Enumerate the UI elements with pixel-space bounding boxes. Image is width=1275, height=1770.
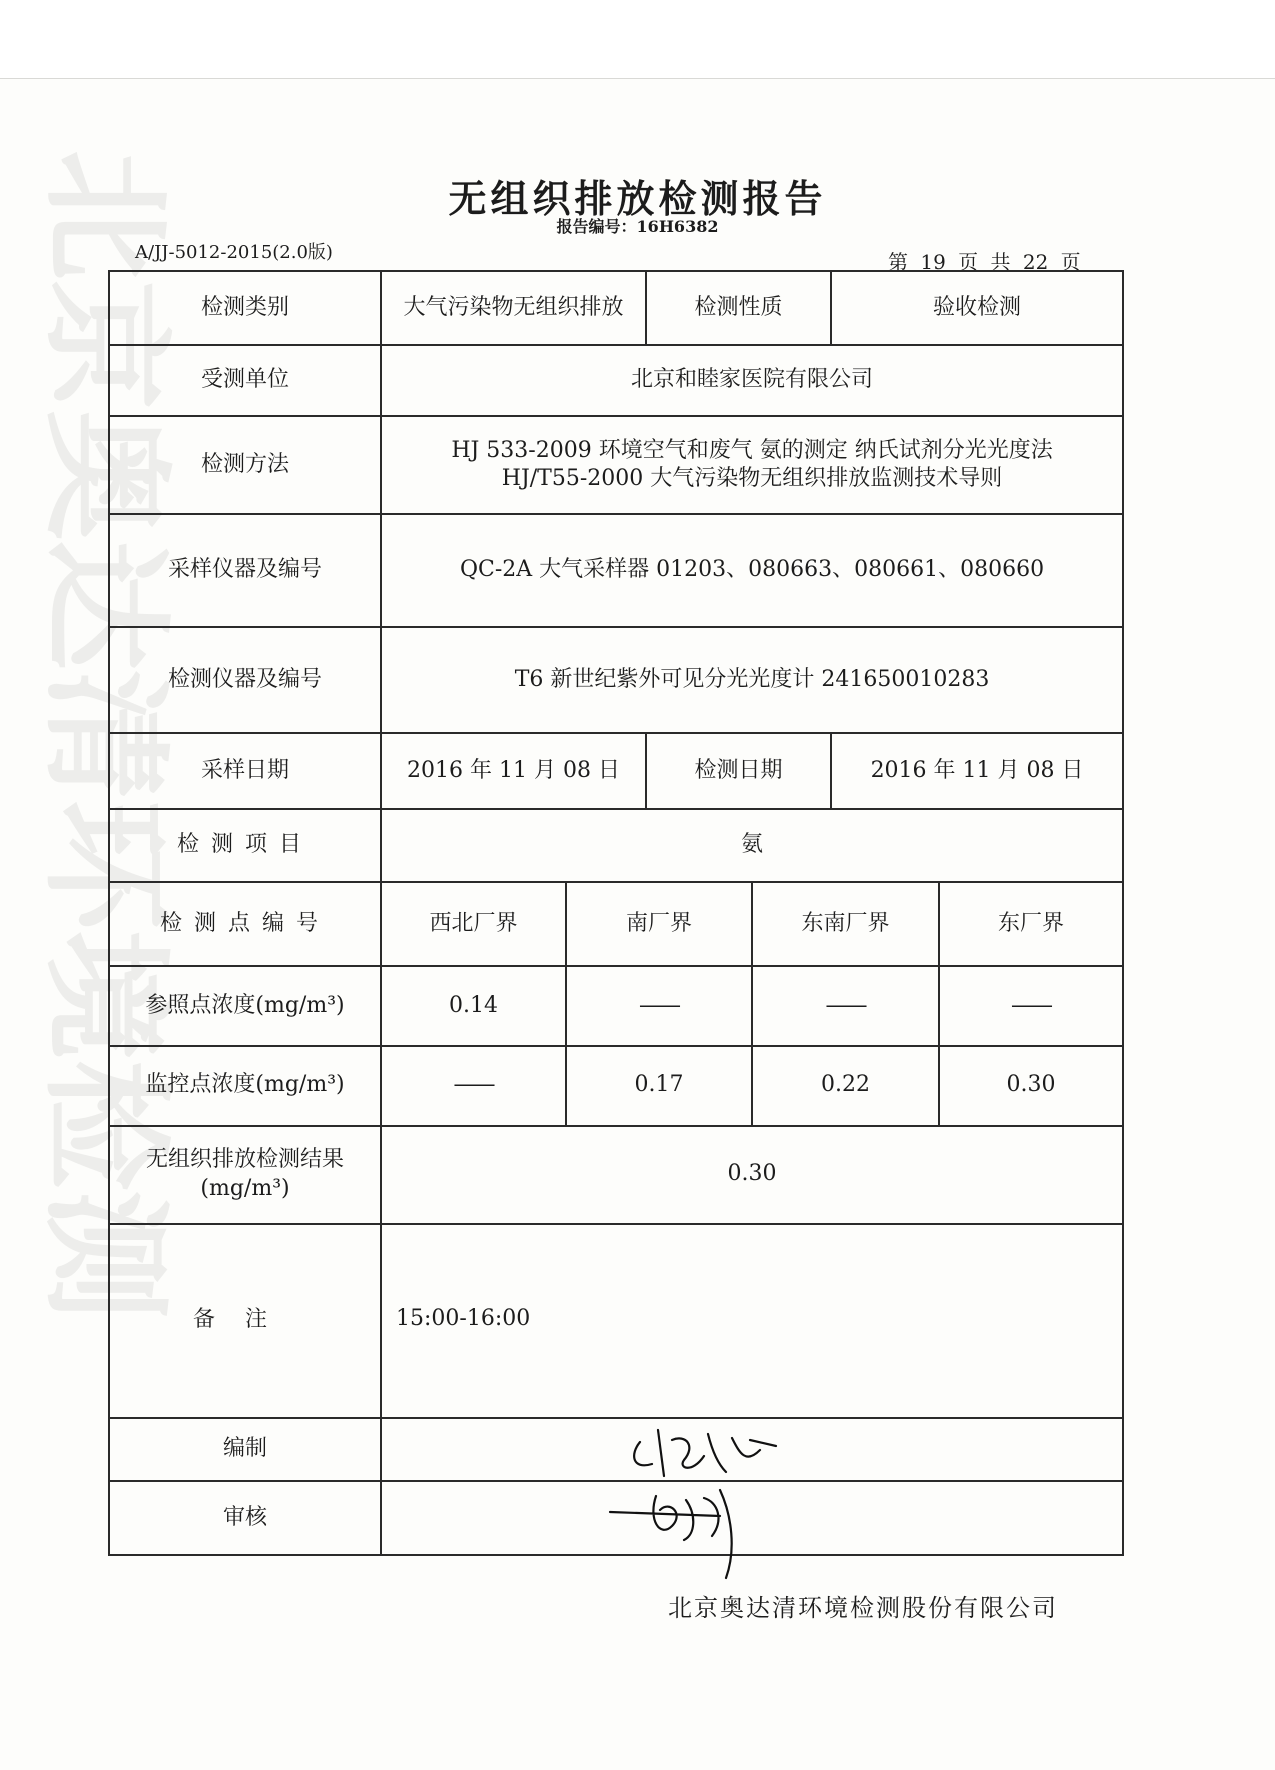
page-info: 第 19 页 共 22 页 [888, 250, 1081, 274]
remark-label: 备注 [109, 1224, 381, 1418]
sampler-label: 采样仪器及编号 [109, 514, 381, 626]
result-label-line-2: (mg/m³) [200, 1175, 290, 1201]
point-northwest: 西北厂界 [381, 882, 566, 966]
reference-northwest: 0.14 [381, 966, 566, 1046]
table-row [109, 882, 1123, 966]
method-line-2: HJ/T55-2000 大气污染物无组织排放监测技术导则 [501, 466, 1003, 492]
item-label: 检测项目 [109, 809, 381, 883]
table-row [109, 627, 1123, 733]
sample-date-label: 采样日期 [109, 733, 381, 809]
test-category-value: 大气污染物无组织排放 [381, 271, 646, 345]
method-line-1: HJ 533-2009 环境空气和废气 氨的测定 纳氏试剂分光光度法 [451, 437, 1053, 463]
point-label: 检测点编号 [109, 882, 381, 966]
table-row [109, 809, 1123, 883]
result-label [109, 1126, 381, 1224]
result-value: 0.30 [381, 1126, 1123, 1224]
method-label: 检测方法 [109, 416, 381, 514]
report-number [0, 214, 1275, 237]
form-code: A/JJ-5012-2015(2.0版) [135, 242, 333, 263]
reference-south: —— [566, 966, 752, 1046]
remark-value: 15:00-16:00 [381, 1224, 1123, 1418]
table-row [109, 514, 1123, 626]
client-label: 受测单位 [109, 345, 381, 417]
reviewed-label: 审核 [109, 1481, 381, 1555]
monitor-east: 0.30 [939, 1046, 1123, 1126]
watermark-text: 北京奥达清环境检测 [29, 150, 181, 1321]
result-label-line-1: 无组织排放检测结果 [145, 1147, 344, 1172]
report-title: 无组织排放检测报告 [448, 176, 827, 221]
table-row [109, 733, 1123, 809]
report-table [108, 270, 1124, 1556]
analyzer-value: T6 新世纪紫外可见分光光度计 241650010283 [381, 627, 1123, 733]
table-row [109, 271, 1123, 345]
client-value: 北京和睦家医院有限公司 [381, 345, 1123, 417]
table-row [109, 416, 1123, 514]
monitor-northwest: —— [381, 1046, 566, 1126]
sample-date-value: 2016 年 11 月 08 日 [381, 733, 646, 809]
point-east: 东厂界 [939, 882, 1123, 966]
compiled-label: 编制 [109, 1418, 381, 1481]
monitor-label: 监控点浓度(mg/m³) [109, 1046, 381, 1126]
test-nature-value: 验收检测 [831, 271, 1123, 345]
analyzer-label: 检测仪器及编号 [109, 627, 381, 733]
scan-top-edge [0, 0, 1275, 79]
table-row [109, 1126, 1123, 1224]
report-number-value: 16H6382 [636, 217, 719, 236]
point-south: 南厂界 [566, 882, 752, 966]
table-row [109, 345, 1123, 417]
table-row [109, 966, 1123, 1046]
table-row [109, 1046, 1123, 1126]
issuing-company: 北京奥达清环境检测股份有限公司 [668, 1594, 1058, 1622]
handwritten-signature [600, 1420, 830, 1580]
test-date-value: 2016 年 11 月 08 日 [831, 733, 1123, 809]
monitor-southeast: 0.22 [752, 1046, 939, 1126]
sampler-value: QC-2A 大气采样器 01203、080663、080661、080660 [381, 514, 1123, 626]
report-number-label: 报告编号： [556, 217, 637, 236]
table-row [109, 1224, 1123, 1418]
point-southeast: 东南厂界 [752, 882, 939, 966]
method-value [381, 416, 1123, 514]
item-value: 氨 [381, 809, 1123, 883]
reference-southeast: —— [752, 966, 939, 1046]
reference-label: 参照点浓度(mg/m³) [109, 966, 381, 1046]
monitor-south: 0.17 [566, 1046, 752, 1126]
test-date-label: 检测日期 [646, 733, 831, 809]
reference-east: —— [939, 966, 1123, 1046]
test-category-label: 检测类别 [109, 271, 381, 345]
test-nature-label: 检测性质 [646, 271, 831, 345]
